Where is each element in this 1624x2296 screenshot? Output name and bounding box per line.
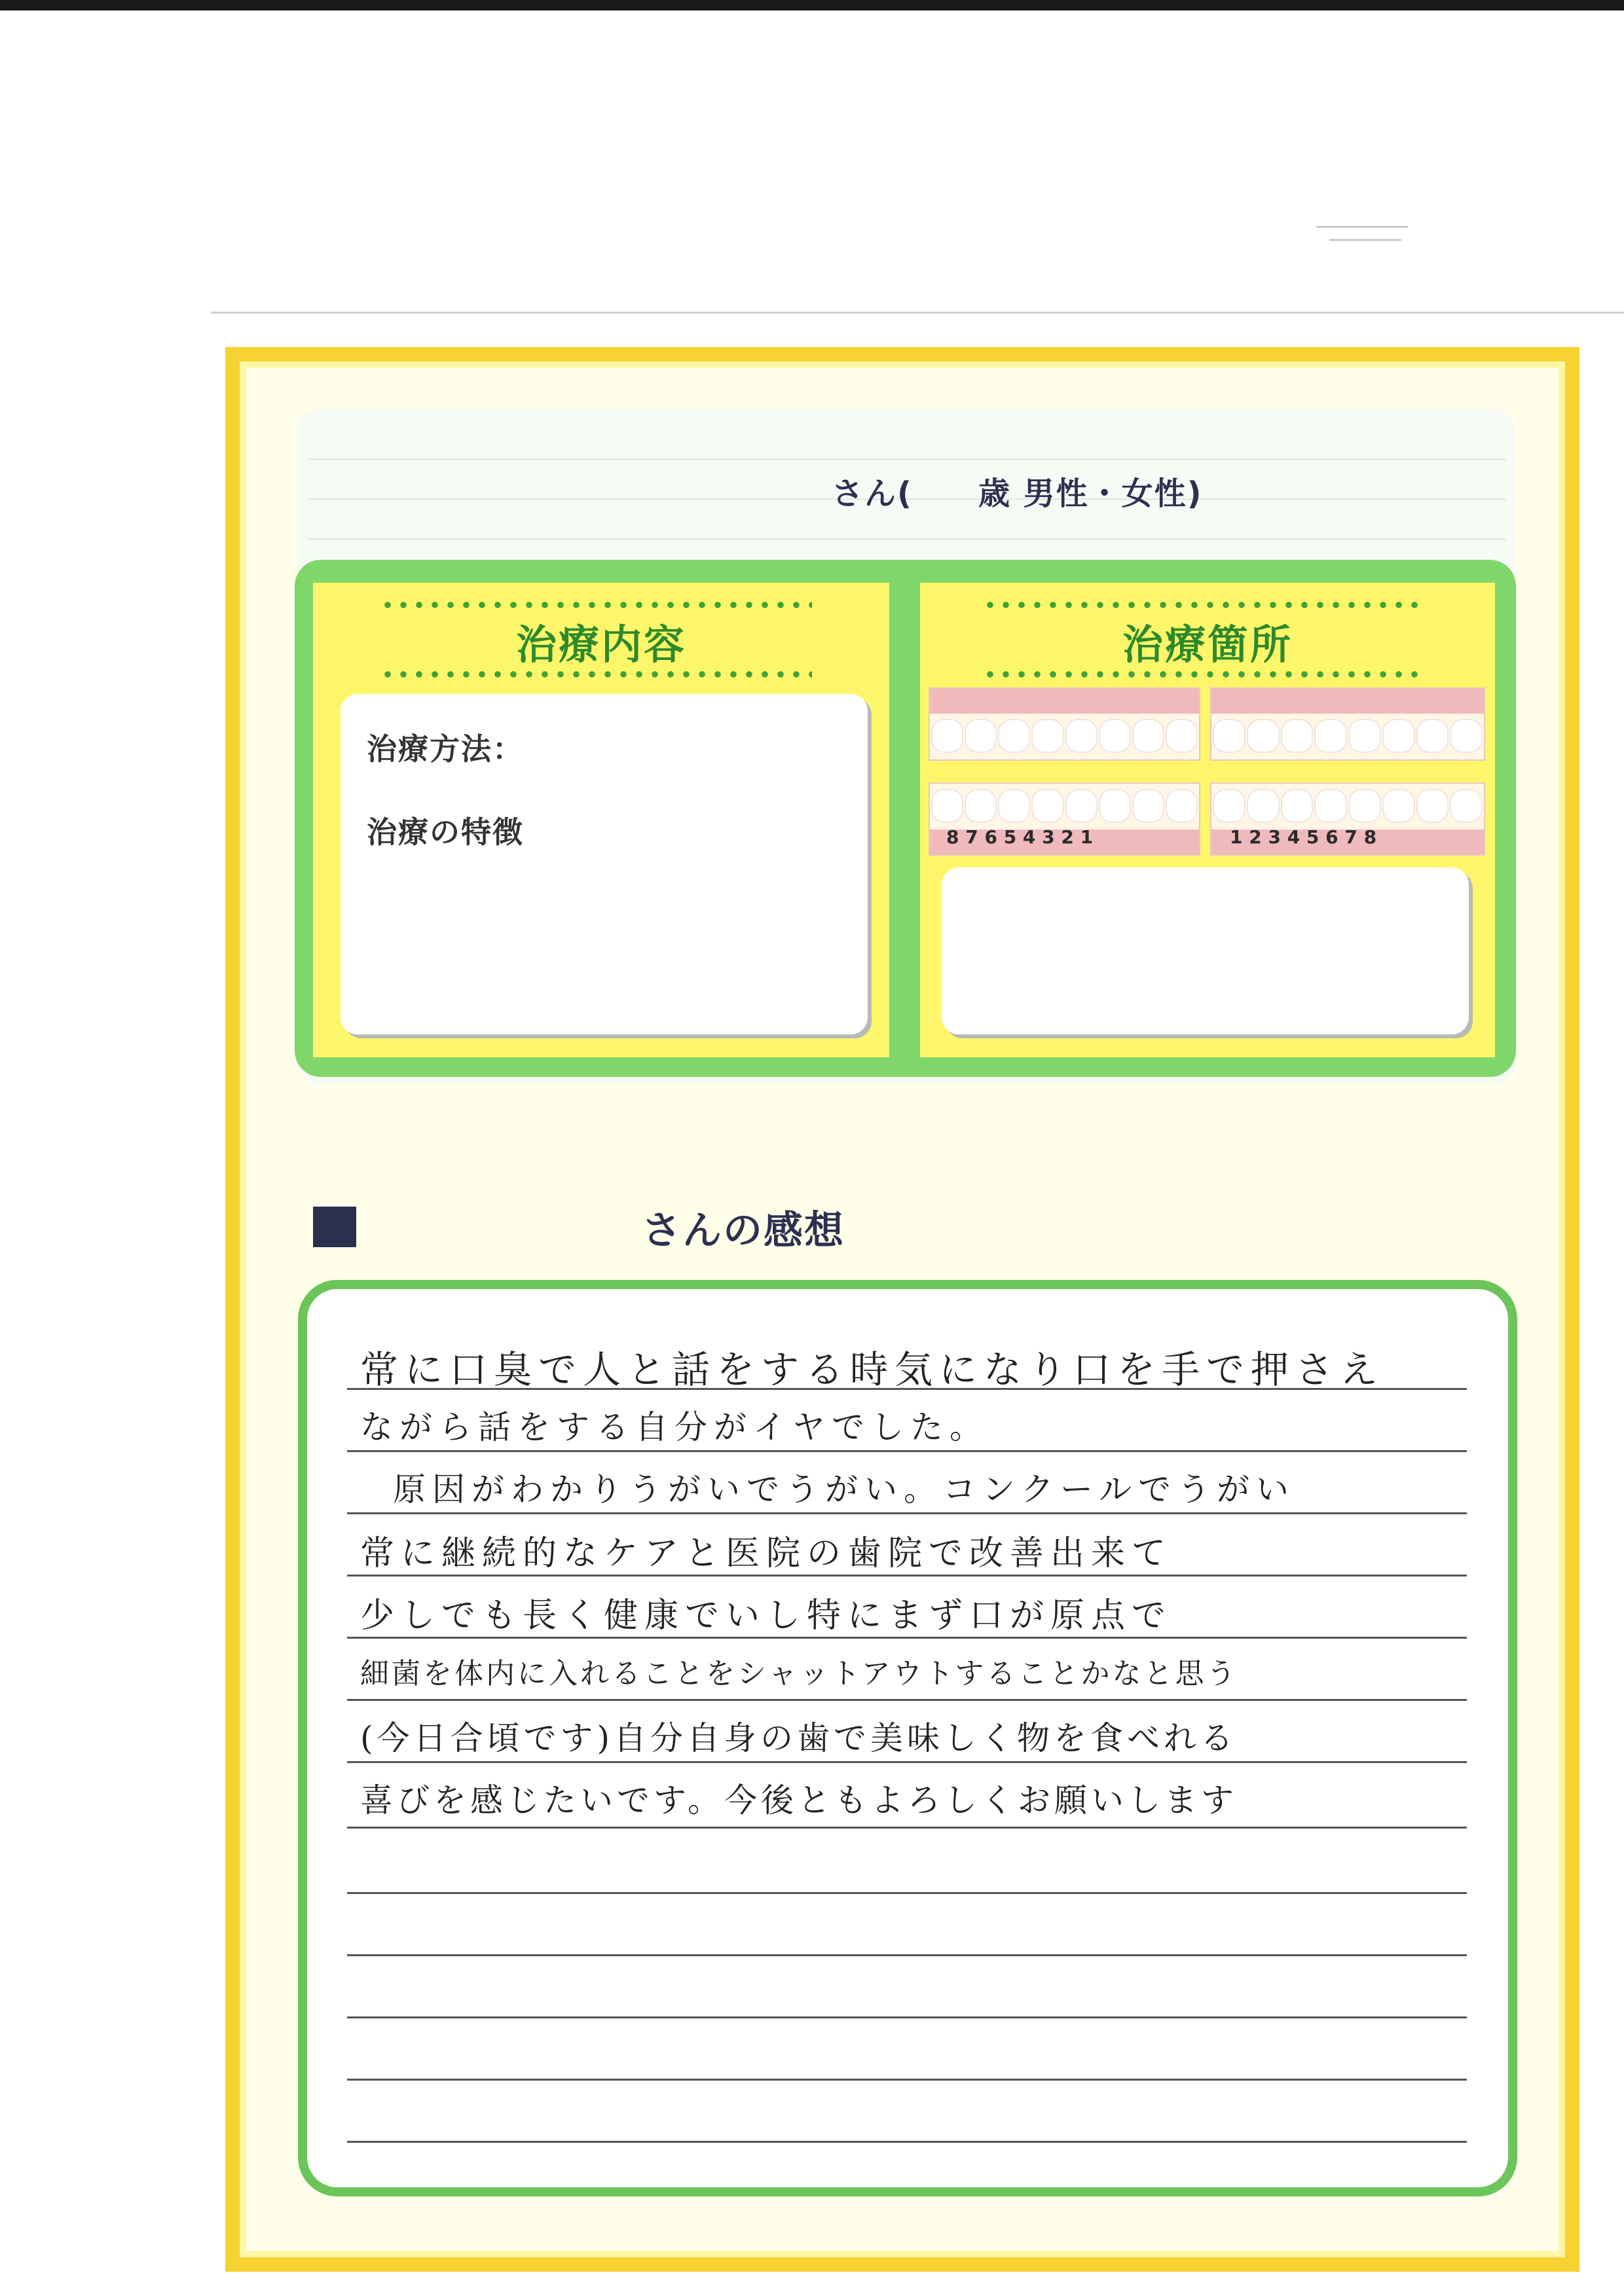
handwritten-line: 常に継続的なケアと医院の歯院で改善出来て [360, 1534, 1173, 1573]
treatment-location-title: 治療箇所 [1122, 621, 1293, 668]
tooth-number-label: 1 2 3 4 5 6 7 8 [1230, 826, 1377, 848]
handwritten-line: (今日合頃です)自分自身の歯で美味しく物を食べれる [360, 1719, 1238, 1757]
ruled-line [347, 1450, 1467, 1452]
dotted-divider [380, 670, 812, 678]
dotted-divider [982, 670, 1421, 678]
handwritten-line: 常に口臭で人と話をする時気になり口を手で押さえ [360, 1347, 1385, 1392]
upper-left-teeth[interactable] [1210, 687, 1485, 761]
section-marker-square [313, 1207, 356, 1247]
treatment-location-notes-field[interactable] [942, 867, 1469, 1034]
tooth-number-label: 8 7 6 5 4 3 2 1 [946, 826, 1094, 848]
ruled-line [347, 1699, 1467, 1701]
handwritten-line: 原因がわかりうがいでうがい。コンクールでうがい [393, 1470, 1295, 1508]
dotted-divider [380, 601, 812, 609]
page-edge-line [211, 312, 1624, 314]
treatment-content-title: 治療内容 [515, 621, 686, 668]
ruled-line [347, 2141, 1467, 2143]
handwritten-line: ながら話をする自分がイヤでした。 [360, 1408, 989, 1446]
impressions-title: さんの感想 [642, 1208, 845, 1254]
lower-right-tooth-numbers [946, 826, 1195, 848]
ruled-line [347, 1761, 1467, 1763]
ruled-line [347, 1892, 1467, 1894]
lower-left-tooth-numbers [1230, 826, 1479, 848]
scan-mark [1316, 226, 1408, 228]
scanner-top-band [0, 0, 1624, 10]
handwritten-line: 細菌を体内に入れることをシャットアウトすることかなと思う [360, 1657, 1238, 1690]
handwritten-line: 少しでも長く健康でいし特にまず口が原点で [360, 1596, 1173, 1635]
ruled-line [347, 1954, 1467, 1956]
patient-info-line: さん( 歳 男性・女性) [832, 475, 1203, 512]
treatment-method-label: 治療方法： [367, 731, 524, 767]
handwritten-line: 喜びを感じたいです。今後ともよろしくお願いします [360, 1781, 1238, 1819]
ruled-line [347, 2079, 1467, 2081]
ruled-line [347, 1512, 1467, 1514]
upper-right-teeth[interactable] [929, 687, 1200, 761]
scan-mark [1329, 239, 1401, 241]
ruled-line [347, 2016, 1467, 2018]
treatment-features-label: 治療の特徴 [367, 814, 524, 850]
ruled-line [347, 1827, 1467, 1829]
ruled-line [347, 1575, 1467, 1576]
ruled-line [347, 1637, 1467, 1639]
dotted-divider [982, 601, 1421, 609]
